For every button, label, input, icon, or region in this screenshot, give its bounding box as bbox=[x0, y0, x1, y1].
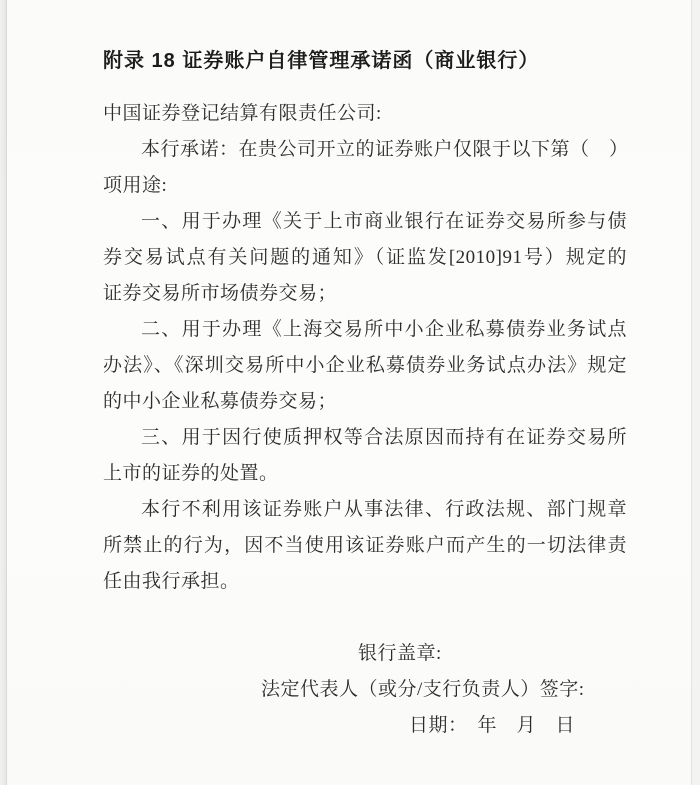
bank-seal-line: 银行盖章: bbox=[358, 643, 442, 664]
document-title: 附录 18 证券账户自律管理承诺函（商业银行） bbox=[103, 50, 540, 72]
document-line: 项用途: bbox=[103, 175, 168, 196]
scan-edge-left bbox=[0, 0, 7, 785]
document-line: 上市的证券的处置。 bbox=[103, 463, 279, 484]
document-line: 三、用于因行使质押权等合法原因而持有在证券交易所 bbox=[141, 427, 627, 448]
legal-representative-sign-line: 法定代表人（或分/支行负责人）签字: bbox=[261, 679, 585, 700]
document-line: 本行承诺：在贵公司开立的证券账户仅限于以下第（ ） bbox=[141, 139, 629, 160]
document-line: 的中小企业私募债券交易； bbox=[103, 391, 338, 412]
document-line: 所禁止的行为，因不当使用该证券账户而产生的一切法律责 bbox=[103, 535, 627, 556]
salutation-line: 中国证券登记结算有限责任公司: bbox=[103, 103, 382, 124]
document-line: 任由我行承担。 bbox=[103, 571, 240, 592]
date-line: 日期： 年 月 日 bbox=[409, 715, 576, 736]
document-line: 券交易试点有关问题的通知》（证监发[2010]91号）规定的 bbox=[103, 247, 627, 268]
document-line: 证券交易所市场债券交易； bbox=[103, 283, 338, 304]
document-line: 办法》、《深圳交易所中小企业私募债券业务试点办法》规定 bbox=[103, 355, 627, 376]
document-line: 二、用于办理《上海交易所中小企业私募债券业务试点 bbox=[141, 319, 627, 340]
document-line: 本行不利用该证券账户从事法律、行政法规、部门规章 bbox=[141, 499, 627, 520]
document-line: 一、用于办理《关于上市商业银行在证券交易所参与债 bbox=[141, 211, 627, 232]
body-lines bbox=[103, 132, 627, 600]
signature-block bbox=[103, 636, 627, 744]
scan-edge-right bbox=[691, 0, 700, 785]
document-content bbox=[103, 46, 627, 744]
